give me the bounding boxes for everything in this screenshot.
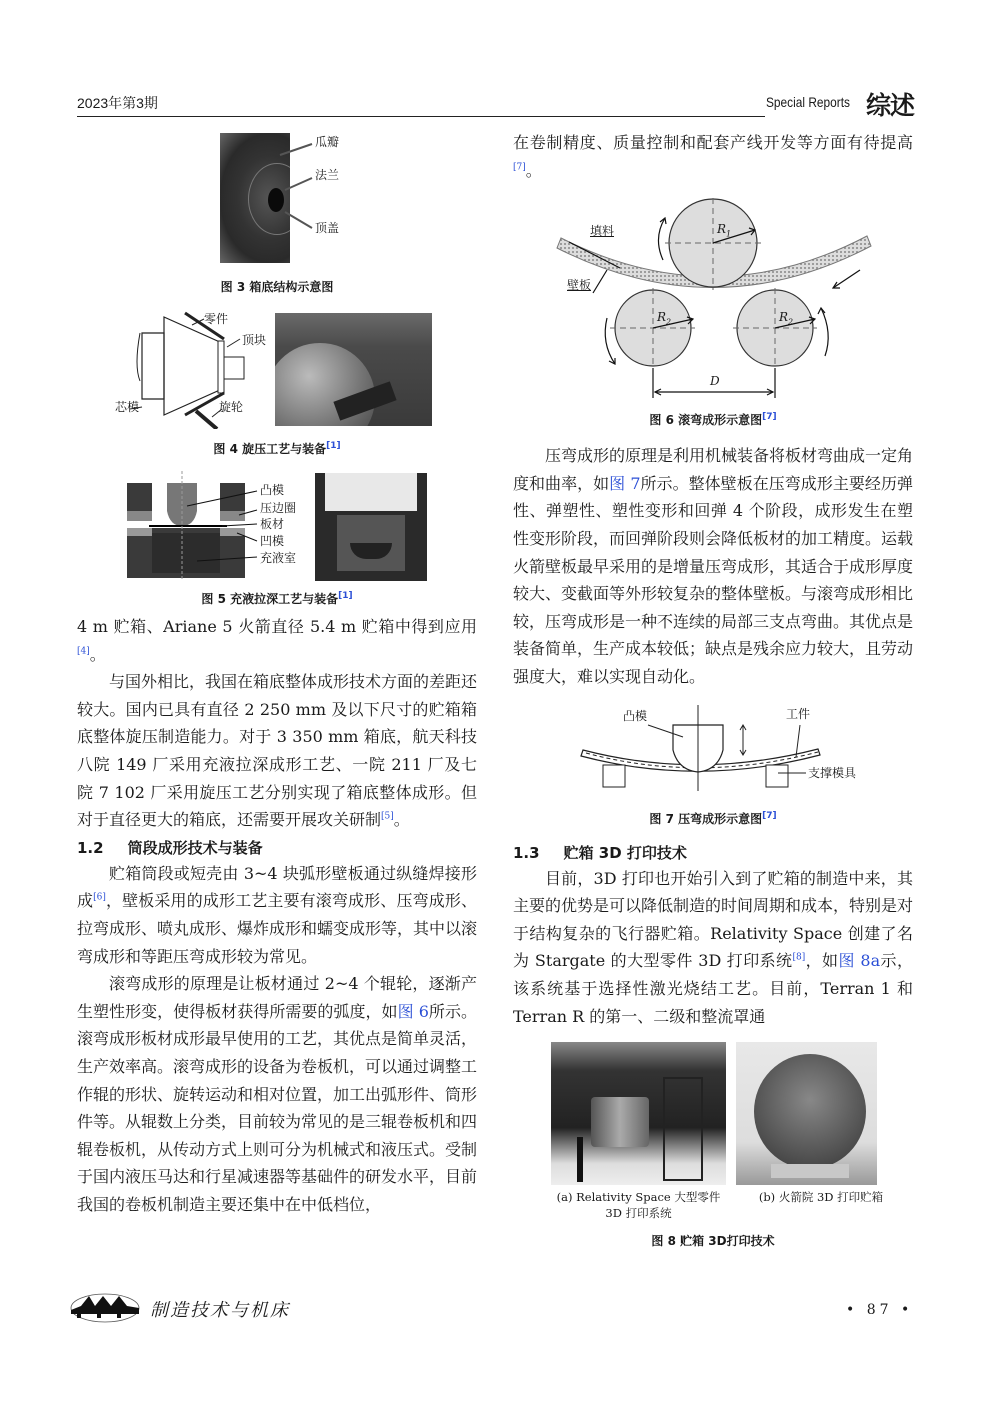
left-p1-end: 。 [89, 644, 106, 664]
fig4-label-mandrel: 芯模 [115, 400, 140, 414]
section-1-2-title: 筒段成形技术与装备 [127, 838, 263, 857]
fig7-label-workpiece: 工件 [786, 706, 811, 721]
fig3-label-top-cover: 顶盖 [315, 221, 340, 235]
fig7-caption-text: 图 7 压弯成形示意图 [649, 811, 763, 826]
left-p2-text: 与国外相比，我国在箱底整体成形技术方面的差距还较大。国内已具有直径 2 250 mm 及以下尺寸的贮箱箱底整体旋压制造能力。对于 3 350 mm 箱底，航天科技八院 149 厂采用充液拉深成形工艺、一院 211 厂及七院 7 102 厂采用旋压工艺分别实现了箱底整体成形。但对于直径更大的箱底，还需要开展攻关研制 [77, 672, 478, 830]
fig6-r1-letter: R [717, 222, 727, 237]
right-paragraph-2 [513, 442, 913, 690]
left-p2-end: 。 [393, 810, 410, 830]
journal-logo [65, 1292, 145, 1324]
fig6-r2b-letter: R [779, 310, 789, 325]
fig6-r1-sub: 1 [726, 229, 732, 239]
printed-tank-photo [736, 1042, 877, 1185]
fig7-link[interactable]: 图 7 [609, 473, 641, 493]
ref-5[interactable]: [5] [381, 811, 394, 822]
figure-3 [77, 130, 477, 270]
hydroforming-press-photo [315, 473, 427, 581]
fig4-label-top-block: 顶块 [242, 333, 267, 347]
left-paragraph-3 [77, 860, 477, 970]
right-p3-mid: ，如 [805, 951, 839, 971]
fig8-caption: 图 8 贮箱 3D打印技术 [651, 1234, 775, 1249]
right-p1-end: 。 [525, 160, 542, 180]
header-rule [77, 116, 765, 117]
fig5-caption [77, 591, 477, 607]
issue-label: 2023年第3期 [77, 95, 158, 111]
fig4-ref[interactable]: [1] [326, 441, 341, 451]
fig5-label-punch: 凸模 [260, 483, 285, 497]
stargate-printer-photo [551, 1042, 726, 1185]
section-1-3-heading [513, 841, 913, 865]
fig6-label-d: D [710, 374, 720, 389]
right-p3-after: 示，该系统基于选择性激光烧结工艺。目前，Terran 1 和 Terran R 的第一、二级和整流罩通 [513, 951, 913, 1026]
left-p3-after: ，壁板采用的成形工艺主要有滚弯成形、压弯成形、拉弯成形、喷丸成形、爆炸成形和蠕变成形等，其中以滚弯成形和等距压弯成形较为常见。 [77, 891, 478, 966]
fig4-label-roller: 旋轮 [219, 400, 244, 414]
figure-4 [77, 311, 477, 429]
fig4-caption-text: 图 4 旋压工艺与装备 [213, 442, 327, 456]
fig7-label-support-die: 支撑模具 [808, 765, 857, 780]
fig6-link[interactable]: 图 6 [397, 1001, 429, 1021]
fig8a-subcaption-line1: (a) Relativity Space 大型零件 [556, 1190, 721, 1205]
right-p2-after: 所示。整体壁板在压弯成形主要经历弹性、弹塑性、塑性变形和回弹 4 个阶段，成形发生在塑性变形阶段，而回弹阶段则会降低板材的加工精度。运载火箭壁板最早采用的是增量压弯成形，其适合于成形厚度较大、变截面等外形较复杂的整体壁板。与滚弯成形相比较，压弯成形是一种不连续的局部三支点弯曲。其优点是装备简单，生产成本较低；缺点是残余应力较大，且劳动强度大，难以实现自动化。 [513, 473, 914, 686]
fig8a-link[interactable]: 图 8a [838, 951, 881, 971]
journal-logo-icon [65, 1292, 145, 1324]
fig6-caption-text: 图 6 滚弯成形示意图 [649, 413, 763, 428]
journal-name: 制造技术与机床 [150, 1300, 290, 1321]
fig3-leaders [215, 130, 315, 270]
fig8-subcaptions [513, 1189, 913, 1225]
fig8a-subcaption-line2: 3D 打印系统 [605, 1206, 672, 1221]
fig6-label-panel: 壁板 [567, 278, 592, 293]
ref-8[interactable]: [8] [792, 952, 806, 963]
fig6-label-r1 [717, 222, 731, 241]
ref-4[interactable]: [4] [77, 646, 90, 657]
section-1-3-number: 1.3 [513, 843, 540, 862]
fig6-caption [513, 412, 913, 428]
fig6-r2-letter: R [657, 310, 667, 325]
fig5-label-fluid-chamber: 充液室 [260, 551, 297, 565]
right-paragraph-3 [513, 865, 913, 1031]
section-1-3-title: 贮箱 3D 打印技术 [563, 843, 687, 862]
fig3-caption: 图 3 箱底结构示意图 [220, 280, 334, 294]
fig6-r2b-sub: 2 [788, 317, 794, 327]
left-paragraph-4 [77, 970, 477, 1218]
fig6-label-r2-left [657, 310, 671, 329]
fig6-r2-sub: 2 [666, 317, 672, 327]
page-number: • 87 • [846, 1302, 914, 1318]
press-bending-diagram [578, 705, 868, 795]
section-1-2-heading [77, 836, 477, 860]
ref-6[interactable]: [6] [93, 893, 106, 904]
figure-6 [513, 198, 913, 398]
left-paragraph-2 [77, 668, 477, 834]
fig8b-subcaption: (b) 火箭院 3D 打印贮箱 [758, 1190, 884, 1205]
fig6-ref[interactable]: [7] [762, 412, 777, 423]
fig5-label-die: 凹模 [260, 534, 285, 548]
right-p1-text: 在卷制精度、质量控制和配套产线开发等方面有待提高 [513, 133, 913, 152]
left-column [77, 130, 477, 1218]
fig7-caption [513, 811, 913, 827]
right-p2-before: 压弯成形的原理是利用机械装备将板材弯曲成一定角度和曲率，如 [513, 446, 914, 493]
right-paragraph-1 [513, 129, 913, 184]
left-p1-text: 4 m 贮箱、Ariane 5 火箭直径 5.4 m 贮箱中得到应用 [77, 617, 477, 636]
figure-8 [513, 1042, 913, 1185]
fig8a-subcaption [541, 1189, 736, 1221]
fig4-label-part: 零件 [204, 312, 229, 326]
fig5-label-blank-holder: 压边圈 [260, 501, 297, 515]
fig4-caption [77, 441, 477, 457]
spinning-equipment-photo [275, 313, 432, 426]
fig5-ref[interactable]: [1] [338, 591, 353, 601]
left-p4-before: 滚弯成形的原理是让板材通过 2~4 个辊轮，逐渐产生塑性形变，使得板材获得所需要的弧度，如 [77, 974, 477, 1021]
figure-7 [513, 705, 913, 797]
right-column [513, 129, 913, 1249]
ref-7[interactable]: [7] [513, 162, 526, 173]
left-p3-before: 贮箱筒段或短壳由 3~4 块弧形壁板通过纵缝焊接形成 [77, 863, 477, 911]
fig5-caption-text: 图 5 充液拉深工艺与装备 [201, 592, 339, 606]
fig7-label-punch: 凸模 [623, 708, 648, 723]
section-1-2-number: 1.2 [77, 838, 104, 857]
fig5-label-sheet: 板材 [260, 517, 285, 531]
section-label-en: Special Reports [766, 94, 851, 110]
fig3-label-flange: 法兰 [315, 168, 340, 182]
left-paragraph-1 [77, 613, 477, 668]
fig6-label-r2-right [779, 310, 793, 329]
right-p3-before: 目前，3D 打印也开始引入到了贮箱的制造中来，其主要的优势是可以降低制造的时间周期和成本，特别是对于结构复杂的飞行器贮箱。Relativity Space 创建了名为 Stargate 的大型零件 3D 打印系统 [513, 868, 914, 971]
left-p4-after: 所示。滚弯成形板材成形最早使用的工艺，其优点是简单灵活，生产效率高。滚弯成形的设备为卷板机，可以通过调整工作辊的形状、旋转运动和相对位置，加工出弧形件、筒形件等。从辊数上分类，目前较为常见的是三辊卷板机和四辊卷板机，从传动方式上则可分为机械式和液压式。受制于国内液压马达和行星减速器等基础件的研发水平，目前我国的卷板机制造主要还集中在中低档位， [77, 1001, 478, 1214]
figure-5 [77, 471, 477, 581]
section-label-cn: 综述 [866, 91, 915, 120]
fig7-ref[interactable]: [7] [762, 810, 777, 821]
fig3-label-petal: 瓜瓣 [315, 135, 340, 149]
fig6-label-filler: 填料 [590, 224, 615, 239]
